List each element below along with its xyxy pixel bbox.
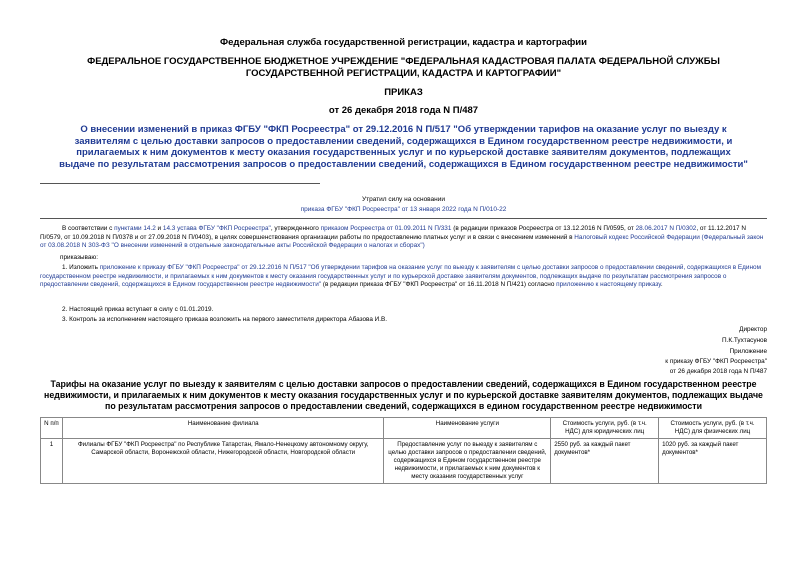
- annex-to: к приказу ФГБУ "ФКП Росреестра": [665, 358, 767, 365]
- document-title: [58, 124, 749, 170]
- tariffs-title: Тарифы на оказание услуг по выезду к заявителям с целью доставки запросов о предоставлении сведений, содержащихся в Едином государственном реестре недвижимости, и прилагаемых к ним документов к месту оказания государственных услуг и по курьерской доставке заявителям документов, подлежащих выдаче по результатам рассмотрения запросов о предоставлении сведений, содержащихся в едином государственном реестре недвижимости: [44, 379, 763, 411]
- rosreestr-order-link[interactable]: приказом Росреестра от 01.09.2011 N П/331: [320, 225, 452, 232]
- annex-date: от 26 декабря 2018 года N П/487: [669, 368, 767, 375]
- p1-text-e: , от 11.12.2017 N П/0579, от 10.09.2018 N П/0378 и от 27.09.2018 N П/0403), в целях совершенствования организации работы по предоставлению платных услуг и в связи с внесением изменений в: [40, 225, 746, 241]
- clause-2: 2. Настоящий приказ вступает в силу с 01.01.2019.: [62, 306, 214, 313]
- header-branch: Наименование филиала: [62, 418, 383, 439]
- document-type: ПРИКАЗ: [384, 87, 423, 98]
- p1-text-a: В соответствии с: [62, 225, 115, 232]
- row-number: 1: [41, 439, 63, 484]
- divider-long: [40, 218, 767, 219]
- p2-text-b: (в редакции приказа ФГБУ "ФКП Росреестра" от 16.11.2018 N П/421) согласно: [321, 281, 557, 289]
- signatory-role: Директор: [739, 326, 767, 333]
- institution-name: ФЕДЕРАЛЬНОЕ ГОСУДАРСТВЕННОЕ БЮДЖЕТНОЕ УЧРЕЖДЕНИЕ "ФЕДЕРАЛЬНАЯ КАДАСТРОВАЯ ПАЛАТА ФЕДЕРАЛЬНОЙ СЛУЖБЫ ГОСУДАРСТВЕННОЙ РЕГИСТРАЦИИ, КАДАСТРА И КАРТОГРАФИИ": [87, 56, 720, 79]
- p2-text-a: 1. Изложить: [62, 264, 100, 271]
- header-service: Наименование услуги: [384, 418, 551, 439]
- charter-14-2-link[interactable]: пунктами 14.2: [114, 225, 156, 232]
- agency-name: Федеральная служба государственной регистрации, кадастра и картографии: [220, 37, 587, 48]
- row-price-individual: 1020 руб. за каждый пакет документов*: [659, 439, 767, 484]
- row-price-legal: 2550 руб. за каждый пакет документов*: [551, 439, 659, 484]
- tax-code-link[interactable]: Налоговый кодекс Российской Федерации (Федеральный закон от 03.08.2018 N 303-ФЗ "О внесении изменений в отдельные законодательные акты Российской Федерации о налогах и сборах"): [40, 233, 764, 250]
- order-2017-link[interactable]: 28.06.2017 N П/0302: [635, 225, 697, 232]
- document-date: от 26 декабря 2018 года N П/487: [328, 105, 479, 116]
- row-branch: Филиалы ФГБУ "ФКП Росреестра" по Республике Татарстан, Ямало-Ненецкому автономному округу, Самарской области, Воронежской области, Нижегородской области, Новгородской области: [62, 439, 383, 484]
- lost-force-note: Утратил силу на основании: [361, 196, 446, 203]
- p1-text-b: и: [155, 225, 163, 232]
- lost-force-link[interactable]: приказа ФГБУ "ФКП Росреестра" от 13 января 2022 года N П/010-22: [300, 206, 507, 213]
- header-number: N п/п: [41, 418, 63, 439]
- table-header-row: [41, 418, 767, 439]
- header-price-legal: Стоимость услуги, руб. (в т.ч. НДС) для юридических лиц: [551, 418, 659, 439]
- signatory-name: П.К.Тухтасунов: [721, 337, 767, 344]
- annex-517-link[interactable]: приложение к приказу ФГБУ "ФКП Росреестра" от 29.12.2016 N П/517 "Об утверждении тарифов на оказание услуг по выезду к заявителям с целью доставки запросов о предоставлении сведений, содержащихся в Едином государственном реестре недвижимости, и прилагаемых к ним документов к месту оказания государственных услуг и по курьерской доставке заявителям документов, подлежащих выдаче по результатам рассмотрения запросов о предоставлении сведений, содержащихся в Едином государственном реестре недвижимости": [40, 264, 761, 289]
- tariffs-table: [40, 417, 767, 484]
- clause-1: [40, 264, 767, 290]
- clause-3: 3. Контроль за исполнением настоящего приказа возложить на первого заместителя директора Абазова И.В.: [62, 316, 388, 323]
- charter-14-3-link[interactable]: 14.3 устава ФГБУ "ФКП Росреестра": [162, 225, 271, 232]
- title-order-link[interactable]: приказ ФГБУ "ФКП Росреестра" от 29.12.2016 N П/517: [199, 124, 451, 135]
- divider-short: [40, 183, 320, 184]
- row-service: Предоставление услуг по выезду к заявителям с целью доставки запросов о предоставлении сведений, содержащихся в Едином государственном реестре недвижимости, и прилагаемых к ним документов к месту оказания государственных услуг: [384, 439, 551, 484]
- p1-text-c: , утвержденного: [270, 225, 321, 232]
- title-post: "Об утверждении тарифов на оказание услуг по выезду к заявителям с целью доставки запросов о предоставлении сведений, содержащихся в Едином государственном реестре недвижимости, и прилагаемых к ним документов к месту оказания государственных услуг и по курьерской доставке заявителям документов, подлежащих выдаче по результатам рассмотрения запросов о предоставлении сведений, содержащихся в Едином государственном реестре недвижимости": [59, 124, 748, 170]
- annex-current-link[interactable]: приложению к настоящему приказу: [556, 281, 661, 289]
- order-word: приказываю:: [60, 254, 98, 261]
- p2-text-c: .: [660, 281, 663, 289]
- title-pre: О внесении изменений в: [80, 124, 200, 135]
- annex-label: Приложение: [729, 348, 767, 355]
- p1-text-d: (в редакции приказов Росреестра от 13.12.2016 N П/0595, от: [451, 225, 636, 232]
- header-price-individual: Стоимость услуги, руб. (в т.ч. НДС) для физических лиц: [659, 418, 767, 439]
- preamble-paragraph: [40, 225, 767, 251]
- table-row: [41, 439, 767, 484]
